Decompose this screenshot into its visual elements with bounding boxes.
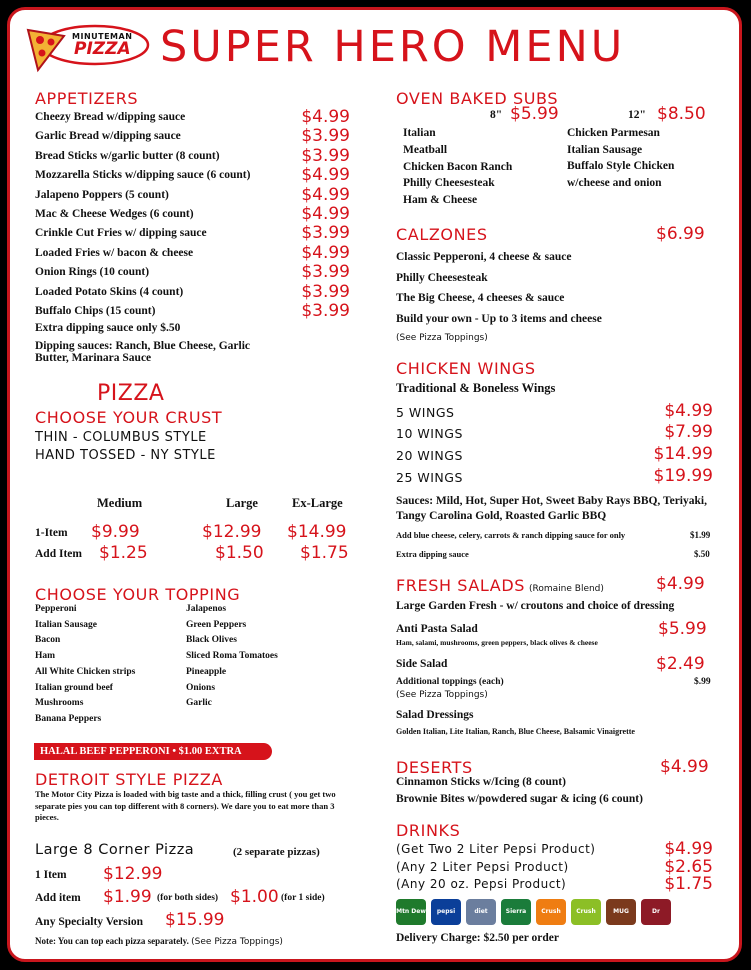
appetizer-name: Garlic Bread w/dipping sauce [35, 130, 181, 143]
appetizer-name: Onion Rings (10 count) [35, 266, 150, 279]
appetizer-name: Bread Sticks w/garlic butter (8 count) [35, 149, 220, 162]
topping-item: Bacon [35, 635, 61, 646]
sierra-mist-logo: Sierra [501, 899, 531, 925]
halal-pepperoni-banner: HALAL BEEF PEPPERONI • $1.00 EXTRA [34, 743, 272, 760]
wing-count: 5 WINGS [396, 405, 455, 420]
salad-toppings-price: $.99 [694, 677, 711, 687]
salads-price: $4.99 [656, 574, 705, 594]
wings-addon-label: Add blue cheese, celery, carrots & ranch dipping sauce for only [396, 530, 626, 540]
crust-thin: THIN - COLUMBUS STYLE [35, 430, 207, 445]
deserts-price: $4.99 [660, 757, 709, 777]
appetizer-price: $4.99 [301, 204, 350, 224]
logo-text-top: MINUTEMAN [72, 32, 133, 41]
dr-pepper-logo: Dr [641, 899, 671, 925]
appetizer-name: Loaded Fries w/ bacon & cheese [35, 246, 194, 259]
detroit-one-item-price: $12.99 [103, 864, 163, 884]
appetizer-row [35, 281, 350, 302]
sub-item: Ham & Cheese [403, 194, 478, 207]
crust-hand-tossed: HAND TOSSED - NY STYLE [35, 448, 216, 463]
appetizers-heading: APPETIZERS [35, 89, 139, 108]
calzones-price: $6.99 [656, 224, 705, 244]
crush-orange-logo: Crush [536, 899, 566, 925]
topping-item: Mushrooms [35, 698, 84, 709]
sub-item: Italian Sausage [567, 143, 643, 156]
appetizer-row [35, 303, 350, 321]
wings-sauces: Sauces: Mild, Hot, Super Hot, Sweet Baby Rays BBQ, Teriyaki, Tangy Carolina Gold, Roasted Garlic BBQ [396, 495, 707, 522]
detroit-note-text: Note: You can top each pizza separately. [35, 936, 189, 946]
topping-item: Italian Sausage [35, 619, 98, 630]
appetizer-row [35, 264, 350, 282]
detroit-one-item-label: 1 Item [35, 869, 67, 881]
appetizer-row [35, 206, 350, 224]
subs-heading: OVEN BAKED SUBS [396, 89, 559, 108]
pepsi-logo: pepsi [431, 899, 461, 925]
add-item-label: Add Item [35, 548, 82, 560]
detroit-add-both-price: $1.99 [103, 887, 152, 907]
calzone-item: The Big Cheese, 4 cheeses & sauce [396, 292, 565, 304]
appetizer-name: Cheezy Bread w/dipping sauce [35, 111, 186, 123]
salads-heading-row [396, 576, 604, 596]
size-ex-large: Ex-Large [292, 496, 343, 510]
subs-price-12: $8.50 [657, 104, 706, 124]
salads-heading: FRESH SALADS [396, 576, 526, 595]
appetizer-row [35, 184, 350, 205]
salad-antipasto: Anti Pasta Salad [396, 623, 478, 635]
appetizer-name: Buffalo Chips (15 count) [35, 305, 156, 317]
topping-item: Italian ground beef [35, 682, 113, 693]
mountain-dew-logo: Mtn Dew [396, 899, 426, 925]
detroit-note [35, 936, 283, 947]
add-item-xl-price: $1.75 [300, 543, 349, 563]
topping-item: Green Peppers [186, 619, 247, 630]
crush-grape-logo: Crush [571, 899, 601, 925]
detroit-add-both-note: (for both sides) [157, 893, 219, 903]
wings-extra-label: Extra dipping sauce [396, 549, 469, 559]
detroit-add-one-note: (for 1 side) [281, 893, 325, 903]
topping-item: All White Chicken strips [35, 666, 136, 677]
wing-count: 20 WINGS [396, 448, 463, 463]
drink-price: $1.75 [664, 874, 713, 894]
appetizer-price: $3.99 [301, 262, 350, 283]
appetizer-price: $4.99 [301, 184, 350, 205]
sub-item: Chicken Bacon Ranch [403, 160, 513, 173]
topping-item: Jalapenos [186, 604, 227, 614]
topping-item: Onions [186, 682, 216, 693]
appetizer-row [35, 167, 350, 185]
sub-item: Buffalo Style Chicken [567, 160, 675, 172]
appetizer-name: Mac & Cheese Wedges (6 count) [35, 208, 194, 220]
calzone-item: Classic Pepperoni, 4 cheese & sauce [396, 251, 572, 263]
appetizer-name: Loaded Potato Skins (4 count) [35, 285, 184, 298]
drink-name: (Get Two 2 Liter Pepsi Product) [396, 842, 596, 856]
appetizer-price: $4.99 [301, 165, 350, 186]
topping-item: Garlic [186, 698, 212, 709]
wings-extra-price: $.50 [694, 549, 710, 559]
pizza-heading: PIZZA [97, 381, 165, 406]
one-item-large-price: $12.99 [202, 522, 262, 542]
detroit-heading: DETROIT STYLE PIZZA [35, 770, 223, 789]
appetizer-row [35, 145, 350, 166]
appetizer-price: $3.99 [301, 223, 350, 244]
drink-price: $2.65 [664, 856, 713, 877]
add-item-large-price: $1.50 [215, 543, 264, 563]
sub-item: w/cheese and onion [567, 176, 662, 189]
size-large: Large [226, 496, 258, 510]
appetizer-name: Jalapeno Poppers (5 count) [35, 188, 169, 201]
topping-heading: CHOOSE YOUR TOPPING [35, 585, 241, 604]
appetizer-price: $3.99 [301, 126, 350, 147]
wing-price: $7.99 [664, 422, 713, 442]
wing-price: $19.99 [653, 466, 713, 486]
calzone-item: Build your own - Up to 3 items and cheese [396, 312, 602, 325]
topping-item: Ham [35, 651, 56, 662]
salad-antipasto-desc: Ham, salami, mushrooms, green peppers, black olives & cheese [396, 638, 598, 647]
sub-item: Philly Cheesesteak [403, 177, 495, 190]
drink-name: (Any 20 oz. Pepsi Product) [396, 877, 567, 891]
mug-root-beer-logo: MUG [606, 899, 636, 925]
calzones-heading: CALZONES [396, 225, 488, 244]
salads-heading-note: (Romaine Blend) [529, 584, 604, 594]
wings-subheading: Traditional & Boneless Wings [396, 381, 556, 395]
salad-toppings: Additional toppings (each) [396, 677, 504, 687]
page-title: SUPER HERO MENU [160, 22, 626, 72]
detroit-description: The Motor City Pizza is loaded with big taste and a thick, filling crust ( you get two separate pies you can top different with 8 corners). We dare you to eat more than 3 pieces. [35, 789, 336, 822]
sub-item: Chicken Parmesan [567, 127, 660, 139]
topping-item: Banana Peppers [35, 713, 102, 724]
wing-count: 10 WINGS [396, 426, 463, 441]
subs-size-8: 8" [490, 109, 503, 121]
desert-item-2: Brownie Bites w/powdered sugar & icing (6 count) [396, 793, 643, 805]
sub-item: Italian [403, 127, 436, 139]
one-item-xl-price: $14.99 [287, 522, 347, 542]
crust-heading: CHOOSE YOUR CRUST [35, 408, 223, 427]
calzones-note: (See Pizza Toppings) [396, 333, 488, 343]
salad-toppings-note: (See Pizza Toppings) [396, 690, 488, 700]
one-item-label: 1-Item [35, 527, 68, 539]
detroit-large-label: Large 8 Corner Pizza [35, 842, 195, 858]
deserts-heading: DESERTS [396, 758, 473, 777]
drink-price: $4.99 [664, 839, 713, 859]
detroit-add-one-price: $1.00 [230, 887, 279, 907]
appetizer-name: Crinkle Cut Fries w/ dipping sauce [35, 227, 207, 240]
delivery-charge: Delivery Charge: $2.50 per order [396, 932, 559, 944]
detroit-add-item-label: Add item [35, 892, 81, 904]
drinks-heading: DRINKS [396, 821, 461, 840]
appetizer-row [35, 128, 350, 146]
appetizer-row [35, 225, 350, 243]
salad-side-price: $2.49 [656, 654, 705, 674]
salad-antipasto-price: $5.99 [658, 619, 707, 639]
topping-item: Sliced Roma Tomatoes [186, 651, 278, 662]
topping-item: Pepperoni [35, 604, 77, 614]
minuteman-pizza-logo [20, 22, 150, 74]
diet-pepsi-logo: diet [466, 899, 496, 925]
wings-heading: CHICKEN WINGS [396, 359, 536, 378]
desert-item-1: Cinnamon Sticks w/Icing (8 count) [396, 776, 566, 788]
calzone-item: Philly Cheesesteak [396, 271, 488, 284]
appetizer-row [35, 109, 350, 127]
wing-price: $14.99 [653, 444, 713, 464]
salad-dressings: Golden Italian, Lite Italian, Ranch, Blue Cheese, Balsamic Vinaigrette [396, 727, 635, 736]
detroit-note-link: (See Pizza Toppings) [191, 937, 283, 947]
detroit-large-note: (2 separate pizzas) [233, 846, 320, 858]
appetizer-name: Mozzarella Sticks w/dipping sauce (6 count) [35, 169, 251, 182]
topping-item: Pineapple [186, 666, 227, 677]
wing-price: $4.99 [664, 401, 713, 421]
appetizer-price: $4.99 [301, 107, 350, 127]
appetizer-price: $3.99 [301, 281, 350, 302]
topping-item: Black Olives [186, 635, 237, 646]
detroit-specialty-price: $15.99 [165, 910, 225, 930]
one-item-medium-price: $9.99 [91, 522, 140, 542]
appetizer-price: $4.99 [301, 242, 350, 263]
dipping-sauces-note: Dipping sauces: Ranch, Blue Cheese, Garlic Butter, Marinara Sauce [35, 340, 250, 364]
appetizer-price: $3.99 [301, 301, 350, 321]
logo-text-bottom: PIZZA [74, 39, 131, 59]
salad-side: Side Salad [396, 658, 448, 670]
add-item-medium-price: $1.25 [99, 543, 148, 563]
drink-name: (Any 2 Liter Pepsi Product) [396, 859, 569, 874]
sub-item: Meatball [403, 143, 448, 156]
extra-sauce-note: Extra dipping sauce only $.50 [35, 322, 181, 334]
size-medium: Medium [97, 496, 143, 510]
salad-dressings-heading: Salad Dressings [396, 709, 474, 721]
wing-count: 25 WINGS [396, 470, 463, 485]
salad-garden: Large Garden Fresh - w/ croutons and choice of dressing [396, 600, 675, 612]
subs-price-8: $5.99 [510, 104, 559, 124]
appetizer-row [35, 242, 350, 263]
menu-page [7, 7, 742, 962]
appetizer-price: $3.99 [301, 145, 350, 166]
detroit-specialty-label: Any Specialty Version [35, 916, 143, 928]
wings-addon-price: $1.99 [690, 530, 711, 540]
subs-size-12: 12" [628, 109, 646, 121]
